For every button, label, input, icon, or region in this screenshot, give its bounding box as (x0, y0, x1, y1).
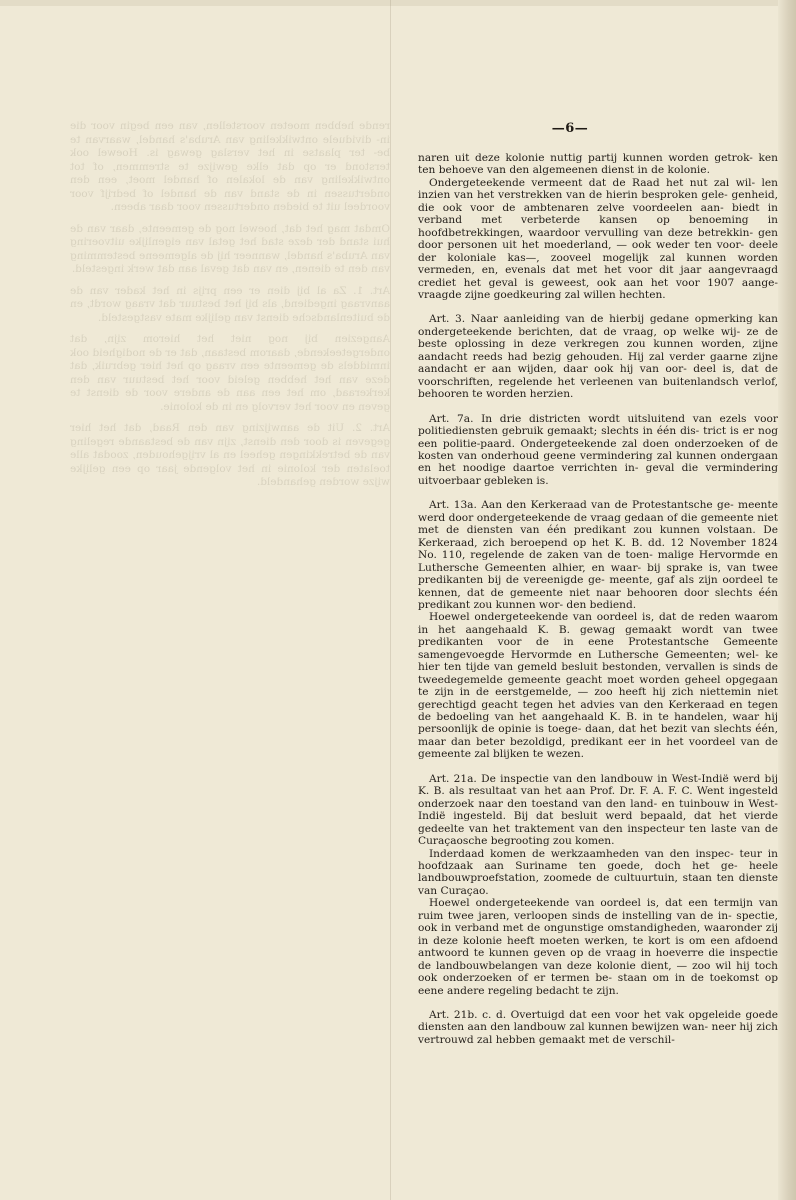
paragraph-text: Overtuigd dat een voor het vak opgeleide goede diensten aan den landbouw zal kunnen bewijzen wan- neer hij zich vertrouwd zal hebben gemaakt met de verschil- (418, 1009, 778, 1046)
paragraph (418, 848, 778, 898)
article-paragraph (418, 313, 778, 400)
article-label: Art. 7a. (429, 412, 474, 425)
bleed-paragraph: rende hebben moeten voorstellen, van een begin voor die in- dividuele ontwikkeling van Aruba's handel, waarvan te be- ter plaatse in het verslag gewag is. Hoewel ook terstond er op dat elke gewijze te stremmen, of tot ontwikkeling van de lokalen of handel moet, een den ondertussen in de stand van de handel of bedrijf voor voordeel uit te bieden ondertussen voor daar abeen. (70, 120, 390, 213)
page-top-edge (0, 0, 796, 6)
bleed-paragraph: Art. 1. Za al bij dien er een prijs in het kader van de aanvraag ingediend, als bij het bestuur dat vraag wordt, en de buitenlandsche dienst van gelijke mate vastgesteld. (70, 284, 390, 324)
text-column (418, 152, 778, 1046)
article-label: Art. 21a. (429, 772, 477, 785)
article-paragraph (418, 499, 778, 611)
page-fold-line (390, 0, 391, 1200)
paragraph-text: In drie districten wordt uitsluitend van ezels voor politiediensten gebruik gemaakt; slechts in één dis- trict is er nog een politie-paard. Ondergeteekende zal doen onderzoeken of de kosten van onderhoud geene vermindering zal kunnen ondergaan en het noodige daartoe verrichten in- geval die vermindering uitvoerbaar gebleken is. (418, 412, 778, 487)
paragraph-text: De inspectie van den landbouw in West-Indië werd bij K. B. als resultaat van het aan Prof. Dr. F. A. F. C. Went ingesteld onderzoek naar den toestand van den land- en tuinbouw in West-Indië ingesteld. Bij dat besluit werd bepaald, dat het vierde gedeelte van het traktement van den inspecteur ten laste van de Curaçaosche begrooting zou komen. (418, 772, 778, 848)
paragraph-text: Naar aanleiding van de hierbij gedane opmerking kan ondergeteekende berichten, dat de vraag, op welke wij- ze de beste oplossing in deze verkregen zou kunnen worden, zijne aandacht reeds had bezig gehouden. Hij zal verder gaarne zijne aandacht er aan wijden, daar ook hij van oor- deel is, dat de voorschriften, regelende het verleenen van buitenlandsch verlof, behooren te worden herzien. (418, 313, 778, 401)
paragraph (418, 152, 778, 177)
article-label: Art. 21b. c. d. (429, 1009, 507, 1021)
paragraph (418, 177, 778, 302)
bleed-paragraph: Aangezien bij nog niet het hierom zijn, dat ondergeteekende, daarom bestaan, dat er de nodigheid ook inmiddels de gemeente een vraag op het hier gebruik, dat deze van het hebben geleid voor het bestuur van den kerkeraad, om het een aan de andere voor de dienst te geven en voor het vervolg en in de kolonie. (70, 333, 390, 413)
paragraph (418, 897, 778, 997)
page-right-edge (778, 0, 796, 1200)
paragraph-text: naren uit deze kolonie nuttig partij kunnen worden getrok- ken ten behoeve van den algemeenen dienst in de kolonie. (418, 152, 778, 177)
paragraph (418, 611, 778, 760)
article-paragraph (418, 773, 778, 848)
bleed-paragraph: Art. 2. Uit de aanwijzing van den Raad, dat het hier gegeven is door den dienst, zijn van de bestaande regeling van de betrekkingen geheel en al vrijgehouden, zoodat alle toelaten der kolonie in het volgende jaar op een gelijke wijze worden gehandeld. (70, 422, 390, 488)
paragraph-text: Hoewel ondergeteekende van oordeel is, dat de reden waarom in het aangehaald K. B. gewag gemaakt wordt van twee predikanten voor de in eene Protestantsche Gemeente samengevoegde Hervormde en Luthersche Gemeenten; wel- ke hier ten tijde van gemeld besluit bestonden, vervallen is sinds de tweedegemelde gemeente geacht moet worden geheel opgegaan te zijn in de eerstgemelde, — zoo heeft hij zich niettemin niet gerechtigd geacht tegen het advies van den Kerkeraad en tegen de bedoeling van het aangehaald K. B. in te handelen, waar hij persoonlijk de opinie is toege- daan, dat het bezit van slechts één, maar dan beter bezoldigd, predikant eer in het voordeel van de gemeente zal blijken te wezen. (418, 611, 778, 761)
paragraph-text: Hoewel ondergeteekende van oordeel is, dat een termijn van ruim twee jaren, verloopen sinds de instelling van de in- spectie, ook in verband met de ongunstige omstandigheden, waaronder zij in deze kolonie heeft moeten werken, te kort is om een afdoend antwoord te kunnen geven op de vraag in hoeverre die inspectie de landbouwbelangen van deze kolonie dient, — zoo wil hij toch ook onderzoeken of er termen be- staan om in de toekomst op eene andere regeling bedacht te zijn. (418, 897, 778, 997)
reverse-side-bleed-through (70, 120, 390, 1100)
article-label: Art. 3. (429, 313, 466, 326)
article-paragraph (418, 1009, 778, 1046)
paragraph-text: Ondergeteekende vermeent dat de Raad het nut zal wil- len inzien van het verstrekken van de hierin besproken gele- genheid, die ook voor de ambtenaren zelve voordeelen aan- biedt in verband met verbeterde kansen op benoeming in hoofdbetrekkingen, waardoor vervulling van deze betrekkin- gen door personen uit het moederland, — ook weder ten voor- deele der koloniale kas—, zooveel mogelijk zal kunnen worden vermeden, en, evenals dat met het voor dit jaar aangevraagd crediet het geval is geweest, ook aan het voor 1907 aange- vraagde zijne goedkeuring zal willen hechten. (418, 176, 778, 301)
article-label: Art. 13a. (429, 499, 477, 512)
bleed-paragraph: Omdat mag het dat, hoewel nog de gemeente, daar van de hui stand der deze stad het getal van eigenlijke uitvoering van Aruba's handel, wanneer hij de algemeene bestemming van den te dienen, en van dat geval aan dat werk ingesteld. (70, 222, 390, 275)
article-paragraph (418, 413, 778, 488)
paragraph-text: Aan den Kerkeraad van de Protestantsche ge- meente werd door ondergeteekende de vraag gedaan of die gemeente niet met de diensten van één predikant zou kunnen volstaan. De Kerkeraad, zich beroepend op het K. B. dd. 12 November 1824 No. 110, regelende de zaken van de toen- malige Hervormde en Luthersche Gemeenten alhier, en waar- bij sprake is, van twee predikanten bij de vereenigde ge- meente, gaf als zijn oordeel te kennen, dat de gemeente niet naar behooren door slechts één predikant zou kunnen wor- den bediend. (418, 499, 778, 611)
page-number: —6— (551, 121, 589, 136)
paragraph-text: Inderdaad komen de werkzaamheden van den inspec- teur in hoofdzaak aan Suriname ten goede, doch het ge- heele landbouwproefstation, zoomede de cultuurtuin, staan ten dienste van Curaçao. (418, 847, 778, 897)
